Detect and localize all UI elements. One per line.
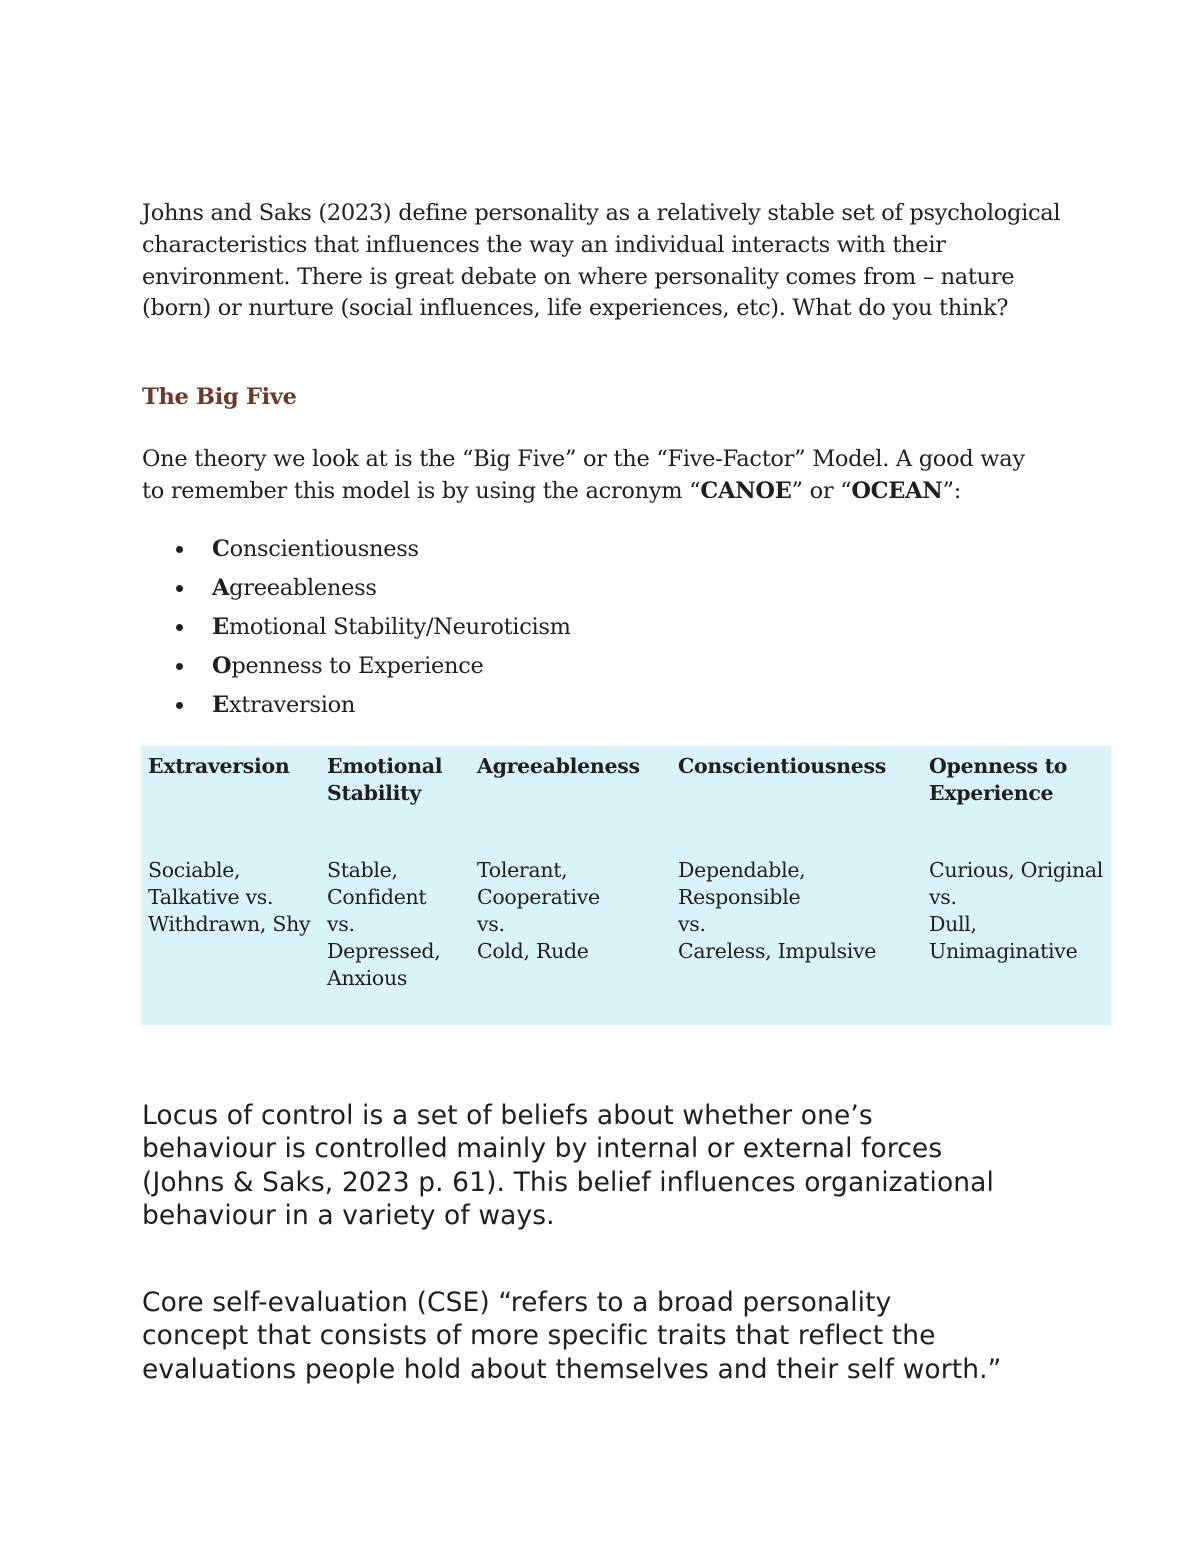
table-header: Agreeableness [477, 754, 640, 778]
trait-table [141, 746, 1111, 1025]
trait-rest: penness to Experience [231, 653, 484, 679]
bullet-icon [176, 663, 183, 670]
bullet-icon [176, 585, 183, 592]
big-five-list [142, 533, 571, 728]
acronym-canoe: CANOE [700, 477, 792, 504]
locus-line: behaviour is controlled mainly by internal or external forces [142, 1133, 943, 1165]
list-item [142, 650, 571, 689]
intro-paragraph [142, 198, 1082, 325]
theory-connector: ” or “ [791, 477, 852, 504]
table-cell: Stable, Confident vs. Depressed, Anxious [327, 858, 441, 990]
table-header: Extraversion [148, 754, 290, 778]
cse-line: concept that consists of more specific traits that reflect the [142, 1320, 936, 1352]
table-header: Openness to Experience [929, 754, 1068, 805]
locus-line: (Johns & Saks, 2023 p. 61). This belief influences organizational [142, 1166, 994, 1198]
trait-initial: E [212, 692, 229, 718]
trait-initial: O [212, 653, 232, 679]
trait-rest: motional Stability/Neuroticism [228, 614, 571, 640]
locus-line: behaviour in a variety of ways. [142, 1199, 555, 1231]
theory-line-end: ”: [942, 477, 962, 504]
table-cell: Tolerant, Cooperative vs. Cold, Rude [477, 858, 600, 963]
intro-line: Johns and Saks (2023) define personality as a relatively stable set of psychological [142, 200, 1061, 226]
big-five-heading: The Big Five [142, 384, 297, 410]
table-header: Conscientiousness [678, 754, 886, 778]
theory-line: One theory we look at is the “Big Five” or the “Five-Factor” Model. A good way [142, 446, 1025, 472]
acronym-ocean: OCEAN [851, 477, 943, 504]
table-cell: Dependable, Responsible vs. Careless, Impulsive [678, 858, 877, 963]
trait-initial: C [212, 536, 230, 562]
cse-line: evaluations people hold about themselves and their self worth.” [142, 1353, 1002, 1385]
bullet-icon [176, 702, 183, 709]
core-self-evaluation-paragraph [142, 1286, 1082, 1386]
table-header: Emotional Stability [327, 754, 443, 805]
list-item [142, 533, 571, 572]
trait-initial: E [212, 614, 229, 640]
table-cell: Sociable, Talkative vs. Withdrawn, Shy [148, 858, 311, 936]
theory-paragraph [142, 444, 1082, 508]
trait-rest: onscientiousness [229, 536, 419, 562]
list-item [142, 689, 571, 728]
list-item [142, 611, 571, 650]
cse-line: Core self-evaluation (CSE) “refers to a broad personality [142, 1287, 892, 1318]
list-item [142, 572, 571, 611]
intro-line: characteristics that influences the way an individual interacts with their [142, 231, 946, 258]
bullet-icon [176, 624, 183, 631]
locus-line: Locus of control is a set of beliefs about whether one’s [142, 1100, 873, 1131]
theory-line-start: to remember this model is by using the acronym “ [142, 477, 701, 504]
trait-initial: A [212, 575, 230, 601]
trait-rest: xtraversion [228, 692, 356, 718]
intro-line: environment. There is great debate on where personality comes from – nature [142, 263, 1015, 290]
locus-of-control-paragraph [142, 1099, 1082, 1232]
trait-rest: greeableness [229, 575, 377, 601]
intro-line: (born) or nurture (social influences, life experiences, etc). What do you think? [142, 295, 1009, 322]
table-cell: Curious, Original vs. Dull, Unimaginative [929, 858, 1104, 963]
bullet-icon [176, 546, 183, 553]
